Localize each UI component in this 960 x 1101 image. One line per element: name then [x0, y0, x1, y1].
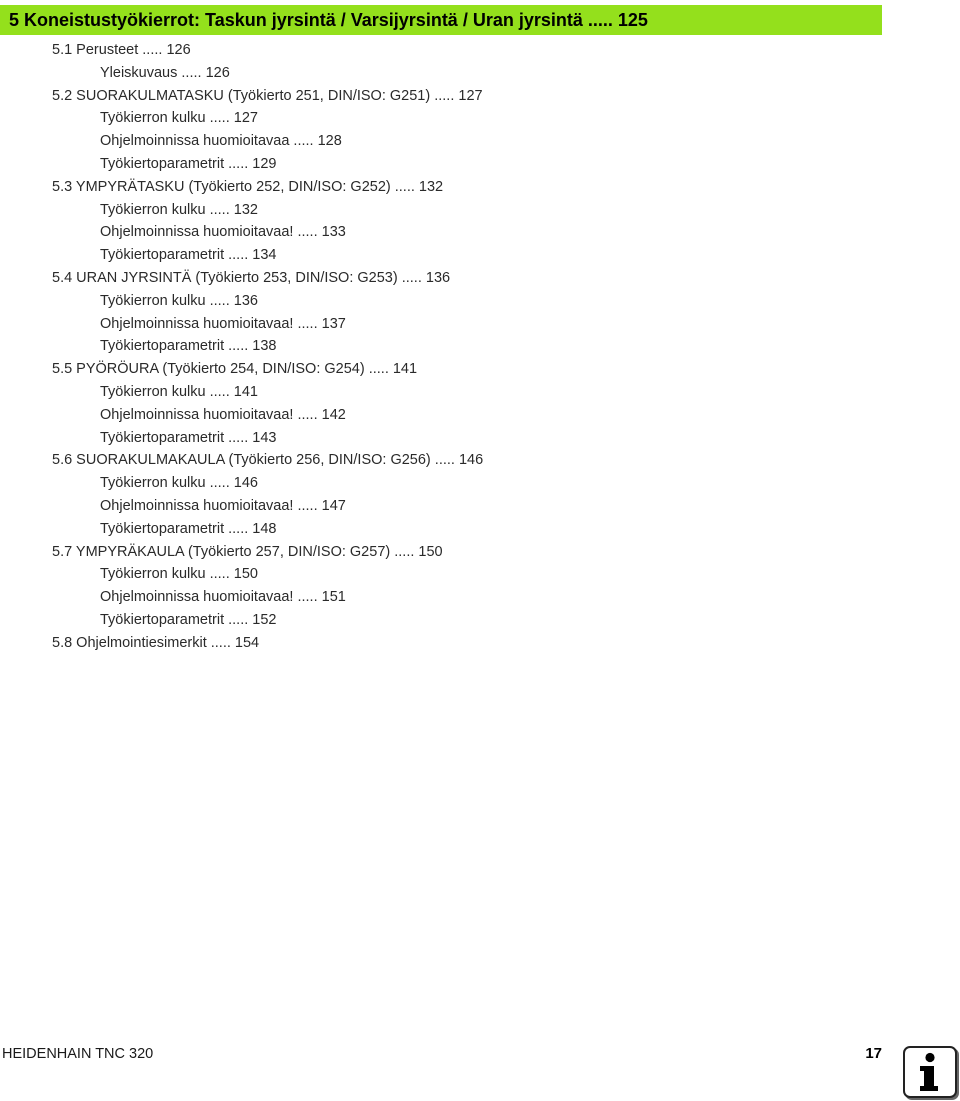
footer-page-number: 17	[865, 1045, 882, 1062]
toc-subsection-entry: Työkiertoparametrit ..... 148	[100, 520, 277, 537]
toc-subsection-entry: Työkierron kulku ..... 141	[100, 383, 258, 400]
toc-section-entry: 5.1 Perusteet ..... 126	[52, 42, 191, 58]
toc-subsection-entry: Työkiertoparametrit ..... 143	[100, 429, 277, 446]
toc-subsection-entry: Työkiertoparametrit ..... 134	[100, 247, 277, 264]
toc-subsection-entry: Ohjelmoinnissa huomioitavaa! ..... 147	[100, 497, 346, 514]
toc-subsection-entry: Työkierron kulku ..... 146	[100, 475, 258, 492]
toc-subsection-entry: Työkierron kulku ..... 150	[100, 566, 258, 583]
toc-section-entry: 5.8 Ohjelmointiesimerkit ..... 154	[52, 634, 260, 651]
toc-section-entry: 5.5 PYÖRÖURA (Työkierto 254, DIN/ISO: G254) ..... 141	[52, 361, 418, 378]
toc-subsection-entry: Työkiertoparametrit ..... 138	[100, 338, 277, 355]
toc-subsection-entry: Työkierron kulku ..... 127	[100, 110, 258, 127]
toc-subsection-entry: Työkiertoparametrit ..... 129	[100, 155, 277, 172]
toc-section-entry: 5.4 URAN JYRSINTÄ (Työkierto 253, DIN/ISO: G253) ..... 136	[52, 269, 451, 286]
table-of-contents	[0, 39, 900, 655]
chapter-heading: 5 Koneistustyökierrot: Taskun jyrsintä / Varsijyrsintä / Uran jyrsintä ..... 125	[0, 5, 882, 35]
toc-section-entry: 5.3 YMPYRÄTASKU (Työkierto 252, DIN/ISO: G252) ..... 132	[52, 178, 444, 195]
footer-manual-title: HEIDENHAIN TNC 320	[2, 1046, 154, 1062]
toc-subsection-entry: Työkiertoparametrit ..... 152	[100, 611, 277, 628]
info-icon	[903, 1046, 957, 1098]
toc-subsection-entry: Ohjelmoinnissa huomioitavaa! ..... 142	[100, 406, 346, 423]
toc-subsection-entry: Työkierron kulku ..... 136	[100, 292, 258, 309]
toc-subsection-entry: Ohjelmoinnissa huomioitavaa! ..... 133	[100, 224, 346, 241]
toc-section-entry: 5.2 SUORAKULMATASKU (Työkierto 251, DIN/ISO: G251) ..... 127	[52, 87, 483, 104]
toc-subsection-entry: Ohjelmoinnissa huomioitavaa! ..... 151	[100, 589, 346, 606]
toc-subsection-entry: Työkierron kulku ..... 132	[100, 201, 258, 218]
toc-section-entry: 5.7 YMPYRÄKAULA (Työkierto 257, DIN/ISO: G257) ..... 150	[52, 543, 443, 560]
toc-subsection-entry: Ohjelmoinnissa huomioitavaa ..... 128	[100, 133, 342, 150]
toc-subsection-entry: Ohjelmoinnissa huomioitavaa! ..... 137	[100, 315, 346, 332]
toc-section-entry: 5.6 SUORAKULMAKAULA (Työkierto 256, DIN/ISO: G256) ..... 146	[52, 452, 484, 469]
toc-subsection-entry: Yleiskuvaus ..... 126	[100, 64, 230, 81]
